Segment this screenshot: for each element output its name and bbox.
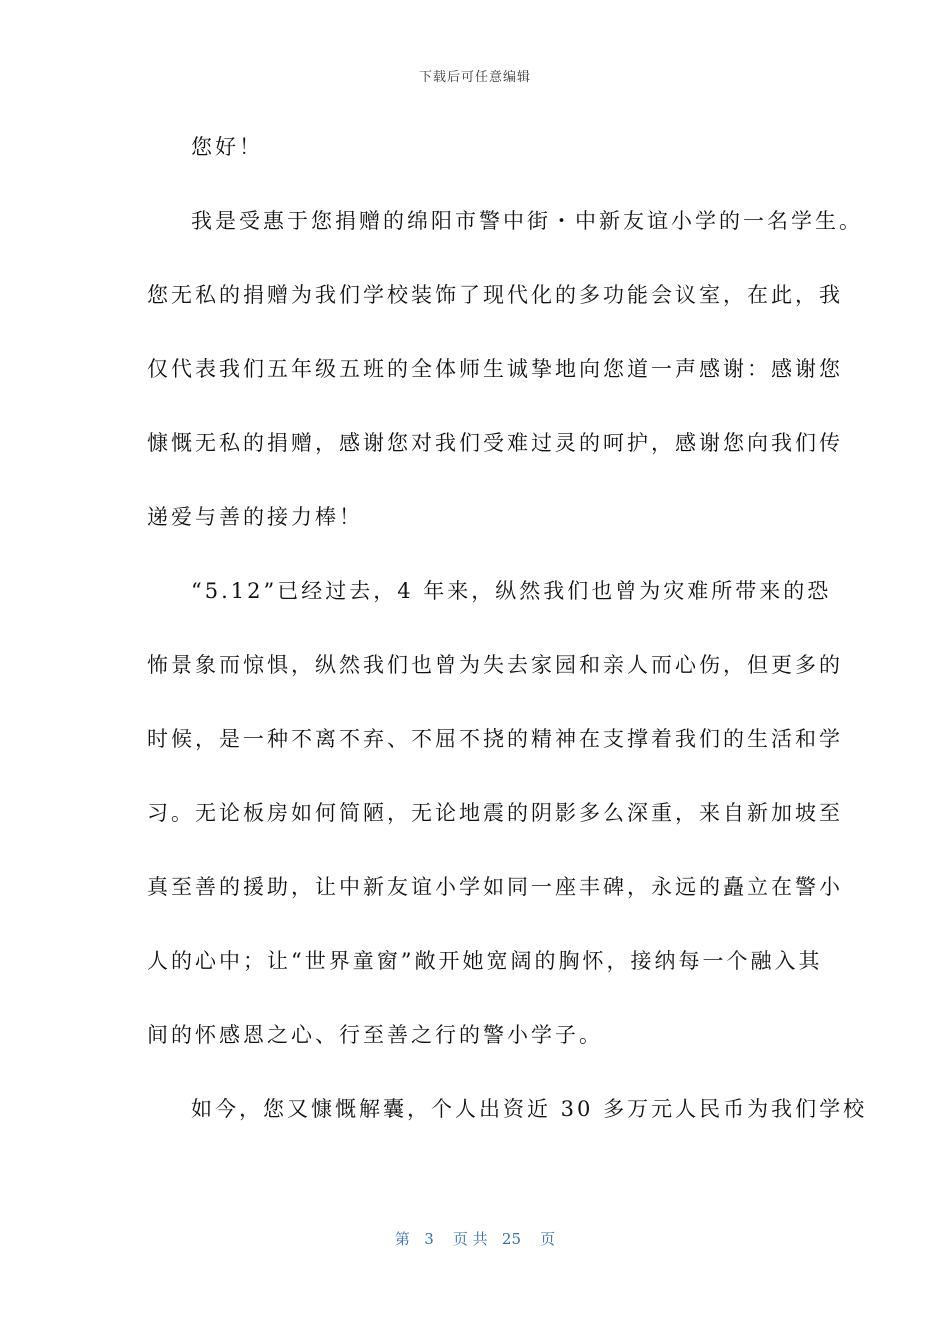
paragraph-2-line-5: 真至善的援助，让中新友谊小学如同一座丰碑，永远的矗立在警小	[147, 875, 843, 899]
paragraph-1-line-1: 我是受惠于您捐赠的绵阳市警中街・中新友谊小学的一名学生。	[191, 209, 863, 233]
paragraph-3-line-1: 如今，您又慷慨解囊，个人出资近 30 多万元人民币为我们学校	[191, 1097, 868, 1121]
paragraph-2-line-6: 人的心中；让“世界童窗”敞开她宽阔的胸怀，接纳每一个融入其	[147, 949, 823, 973]
paragraph-2-line-3: 时候，是一种不离不弃、不屈不挠的精神在支撑着我们的生活和学	[147, 727, 843, 751]
paragraph-2-line-1: “5.12”已经过去，4 年来，纵然我们也曾为灾难所带来的恐	[191, 579, 832, 603]
paragraph-1-line-5: 递爱与善的接力棒！	[147, 505, 363, 529]
paragraph-1-line-2: 您无私的捐赠为我们学校装饰了现代化的多功能会议室，在此，我	[147, 283, 843, 307]
greeting-line: 您好！	[191, 135, 263, 159]
paragraph-2-line-2: 怖景象而惊惧，纵然我们也曾为失去家园和亲人而心伤，但更多的	[147, 653, 843, 677]
paragraph-2-line-4: 习。无论板房如何简陋，无论地震的阴影多么深重，来自新加坡至	[147, 801, 843, 825]
paragraph-1-line-4: 慷慨无私的捐赠，感谢您对我们受难过灵的呵护，感谢您向我们传	[147, 431, 843, 455]
page-number-footer: 第 3 页 共 25 页	[394, 1230, 556, 1248]
paragraph-2-line-7: 间的怀感恩之心、行至善之行的警小学子。	[147, 1023, 603, 1047]
paragraph-1-line-3: 仅代表我们五年级五班的全体师生诚挚地向您道一声感谢：感谢您	[147, 357, 843, 381]
document-body	[147, 124, 868, 1160]
header-note: 下载后可任意编辑	[418, 70, 531, 85]
